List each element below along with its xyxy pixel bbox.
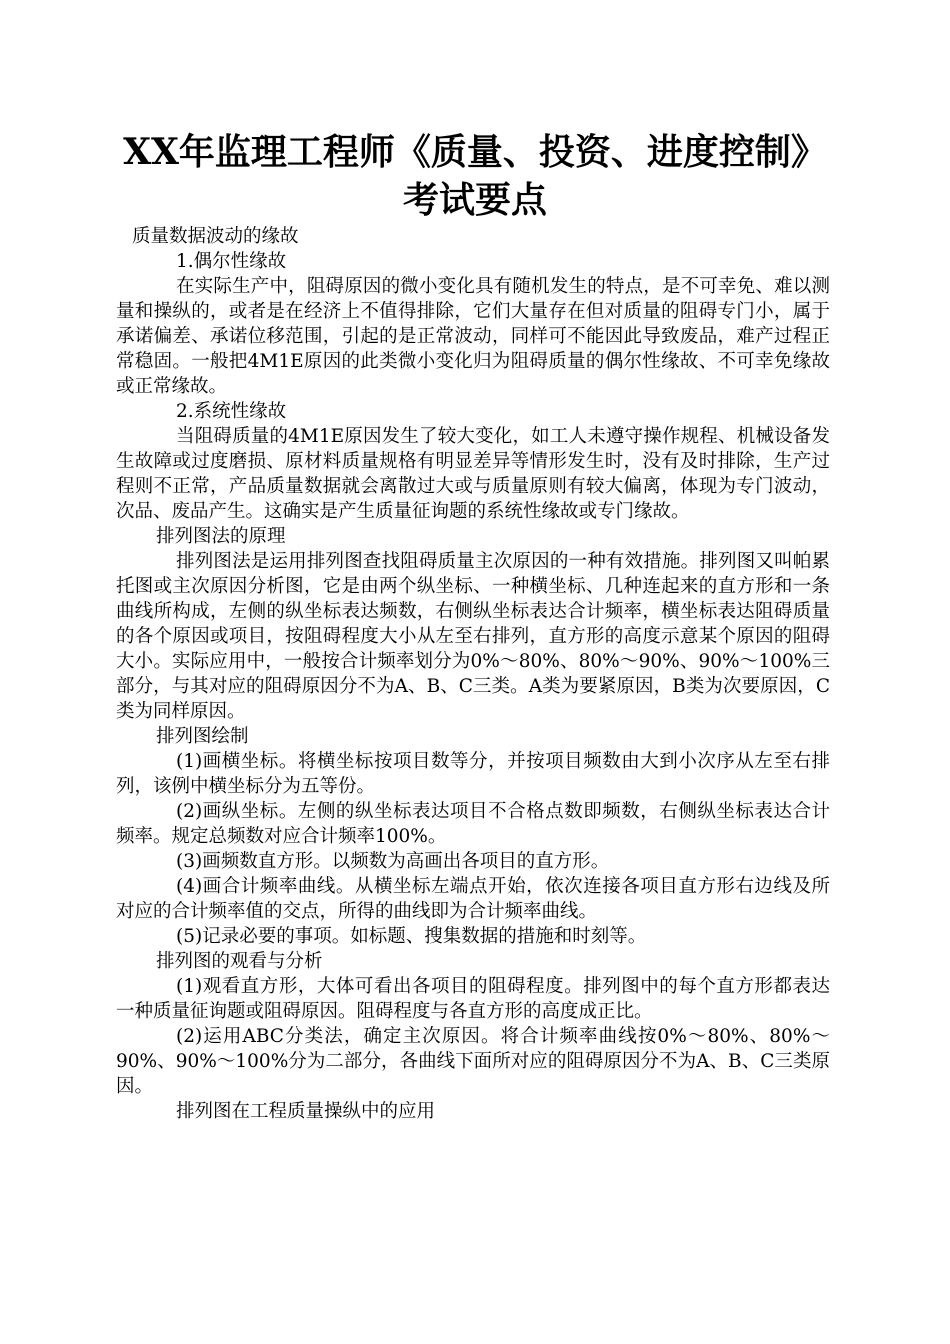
- paragraph-drawing-step-5: (5)记录必要的事项。如标题、搜集数据的措施和时刻等。: [176, 926, 647, 947]
- section-heading-fluctuation-causes: 质量数据波动的缘故: [132, 226, 299, 247]
- section-heading-pareto-application: 排列图在工程质量操纵中的应用: [176, 1101, 436, 1122]
- paragraph-drawing-step-2: (2)画纵坐标。左侧的纵坐标表达项目不合格点数即频数，右侧纵坐标表达合计频率。规定总频数对应合计频率100%。: [116, 801, 830, 847]
- paragraph-analysis-step-1: (1)观看直方形，大体可看出各项目的阻碍程度。排列图中的每个直方形都表达一种质量征询题或阻碍原因。阻碍程度与各直方形的高度成正比。: [116, 976, 830, 1022]
- subheading-accidental-causes: 1.偶尔性缘故: [176, 251, 287, 272]
- section-heading-pareto-principle: 排列图法的原理: [156, 526, 286, 547]
- paragraph-systematic-causes: 当阻碍质量的4M1E原因发生了较大变化，如工人未遵守操作规程、机械设备发生故障或过度磨损、原材料质量规格有明显差异等情形发生时，没有及时排除，生产过程则不正常，产品质量数据就会离散过大或与质量原则有较大偏离，体现为专门波动，次品、废品产生。这确实是产生质量征询题的系统性缘故或专门缘故。: [116, 426, 830, 522]
- paragraph-accidental-causes: 在实际生产中，阻碍原因的微小变化具有随机发生的特点，是不可幸免、难以测量和操纵的，或者是在经济上不值得排除，它们大量存在但对质量的阻碍专门小，属于承诺偏差、承诺位移范围，引起的是正常波动，同样可不能因此导致废品，难产过程正常稳固。一般把4M1E原因的此类微小变化归为阻碍质量的偶尔性缘故、不可幸免缘故或正常缘故。: [116, 276, 830, 397]
- section-heading-pareto-drawing: 排列图绘制: [156, 726, 249, 747]
- document-title-line-2: 考试要点: [402, 179, 547, 221]
- subheading-systematic-causes: 2.系统性缘故: [176, 401, 287, 422]
- document-body: [116, 224, 830, 1124]
- document-title-line-1: XX年监理工程师《质量、投资、进度控制》: [123, 131, 827, 173]
- paragraph-drawing-step-1: (1)画横坐标。将横坐标按项目数等分，并按项目频数由大到小次序从左至右排列，该例中横坐标分为五等份。: [116, 751, 830, 797]
- paragraph-analysis-step-2: (2)运用ABC分类法，确定主次原因。将合计频率曲线按0%～80%、80%～90%、90%～100%分为二部分，各曲线下面所对应的阻碍原因分不为A、B、C三类原因。: [116, 1026, 830, 1097]
- paragraph-drawing-step-4: (4)画合计频率曲线。从横坐标左端点开始，依次连接各项目直方形右边线及所对应的合计频率值的交点，所得的曲线即为合计频率曲线。: [116, 876, 830, 922]
- paragraph-drawing-step-3: (3)画频数直方形。以频数为高画出各项目的直方形。: [176, 851, 610, 872]
- paragraph-pareto-principle: 排列图法是运用排列图查找阻碍质量主次原因的一种有效措施。排列图又叫帕累托图或主次原因分析图，它是由两个纵坐标、一种横坐标、几种连起来的直方形和一条曲线所构成，左侧的纵坐标表达频数，右侧纵坐标表达合计频率，横坐标表达阻碍质量的各个原因或项目，按阻碍程度大小从左至右排列，直方形的高度示意某个原因的阻碍大小。实际应用中，一般按合计频率划分为0%～80%、80%～90%、90%～100%三部分，与其对应的阻碍原因分不为A、B、C三类。A类为要紧原因，B类为次要原因，C类为同样原因。: [116, 551, 830, 722]
- section-heading-pareto-analysis: 排列图的观看与分析: [156, 951, 323, 972]
